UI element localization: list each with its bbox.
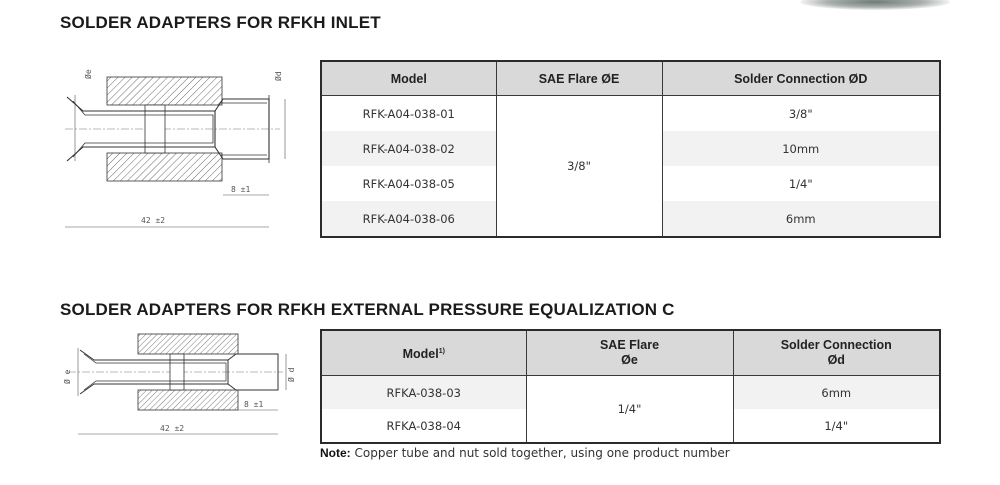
header-model — [321, 330, 526, 376]
table-row — [321, 96, 940, 132]
header-solder-connection — [733, 330, 940, 376]
header-model-text: Model — [402, 347, 439, 362]
solder-cell: 6mm — [733, 376, 940, 410]
table-header-row — [321, 61, 940, 96]
diameter-d-label: Ød — [274, 71, 283, 81]
table-row — [321, 376, 940, 410]
diameter-e-label: Ø e — [63, 369, 72, 384]
equalization-adapter-table — [320, 329, 941, 444]
header-model: Model — [321, 61, 496, 96]
model-cell: RFKA-038-04 — [321, 409, 526, 443]
footnote — [320, 446, 730, 460]
note-label: Note: — [320, 446, 351, 460]
header-solder-connection: Solder Connection ØD — [662, 61, 940, 96]
dimension-long: 42 ±2 — [141, 216, 166, 225]
section-title-inlet: SOLDER ADAPTERS FOR RFKH INLET — [60, 13, 381, 32]
inlet-adapter-drawing — [55, 55, 305, 235]
header-sae-flare-line1: SAE Flare — [599, 338, 660, 352]
table-header-row — [321, 330, 940, 376]
solder-cell: 10mm — [662, 131, 940, 166]
model-cell: RFK-A04-038-02 — [321, 131, 496, 166]
solder-cell: 3/8" — [662, 96, 940, 132]
header-sae-flare-line2: Øe — [621, 353, 638, 367]
dimension-long: 42 ±2 — [160, 424, 185, 433]
dimension-short: 8 ±1 — [231, 185, 251, 194]
header-sae-flare — [526, 330, 733, 376]
solder-cell: 1/4" — [662, 166, 940, 201]
sae-flare-merged-cell: 1/4" — [526, 376, 733, 444]
header-sae-flare: SAE Flare ØE — [496, 61, 662, 96]
corner-shadow-decoration — [800, 0, 950, 10]
note-text: Copper tube and nut sold together, using one product number — [350, 446, 730, 460]
section-title-pressure-equalization: SOLDER ADAPTERS FOR RFKH EXTERNAL PRESSURE EQUALIZATION C — [60, 300, 675, 319]
footnote-marker: 1) — [438, 347, 445, 355]
model-cell: RFK-A04-038-06 — [321, 201, 496, 237]
diameter-e-label: Øe — [84, 69, 93, 79]
model-cell: RFK-A04-038-01 — [321, 96, 496, 132]
header-solder-line2: Ød — [827, 353, 845, 367]
sae-flare-merged-cell: 3/8" — [496, 96, 662, 238]
model-cell: RFKA-038-03 — [321, 376, 526, 410]
inlet-adapter-table — [320, 60, 941, 238]
equalization-adapter-drawing — [58, 320, 303, 440]
header-solder-line1: Solder Connection — [780, 338, 892, 352]
solder-cell: 6mm — [662, 201, 940, 237]
model-cell: RFK-A04-038-05 — [321, 166, 496, 201]
dimension-short: 8 ±1 — [244, 400, 264, 409]
diameter-d-label: Ø d — [287, 367, 296, 382]
solder-cell: 1/4" — [733, 409, 940, 443]
